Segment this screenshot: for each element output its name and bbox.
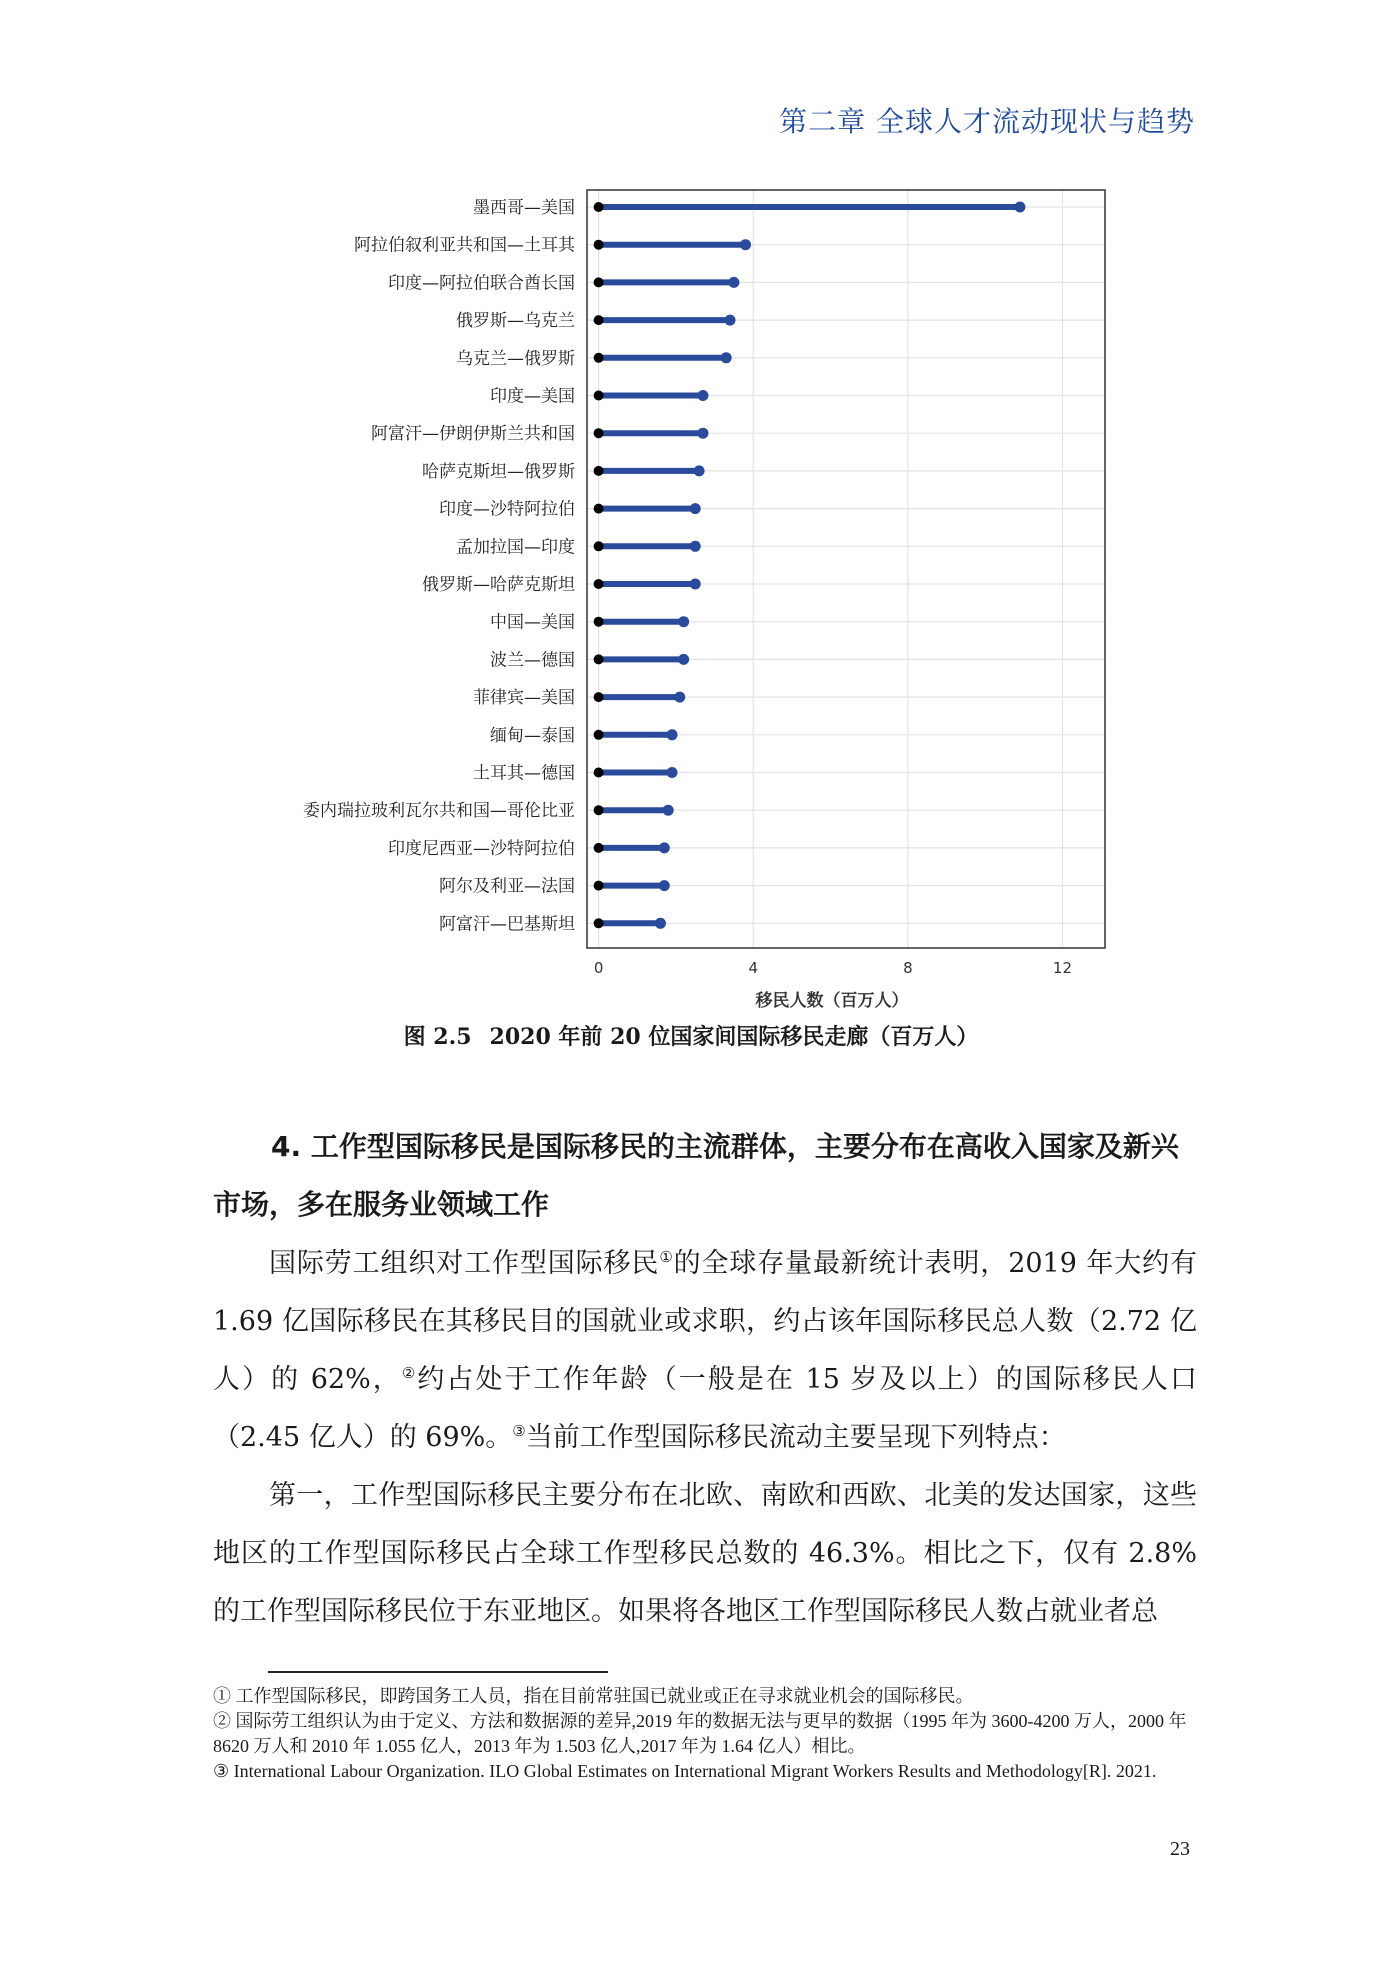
category-label: 哈萨克斯坦—俄罗斯	[422, 461, 575, 482]
lollipop-end-dot	[674, 692, 685, 703]
category-label: 印度—阿拉伯联合酋长国	[388, 273, 575, 294]
category-label: 菲律宾—美国	[473, 688, 575, 709]
lollipop-start-dot	[594, 768, 604, 778]
lollipop-start-dot	[594, 504, 604, 514]
category-label: 俄罗斯—乌克兰	[456, 311, 575, 332]
lollipop-end-dot	[694, 465, 705, 476]
category-label: 缅甸—泰国	[490, 725, 575, 746]
lollipop-start-dot	[594, 541, 604, 551]
lollipop-end-dot	[740, 239, 751, 250]
body-text	[213, 1235, 1197, 1641]
footnote-ref-2[interactable]: ②	[401, 1364, 418, 1382]
lollipop-start-dot	[594, 730, 604, 740]
footnote-1: ① 工作型国际移民，即跨国务工人员，指在目前常驻国已就业或正在寻求就业机会的国际移民。	[213, 1686, 974, 1706]
lollipop-end-dot	[663, 805, 674, 816]
paragraph-2: 第一，工作型国际移民主要分布在北欧、南欧和西欧、北美的发达国家，这些地区的工作型国际移民占全球工作型移民总数的 46.3%。相比之下，仅有 2.8% 的工作型国际移民位于东亚地区。如果将各地区工作型国际移民人数占就业者总	[213, 1480, 1197, 1627]
lollipop-end-dot	[697, 390, 708, 401]
lollipop-end-dot	[667, 767, 678, 778]
category-label: 孟加拉国—印度	[456, 537, 575, 558]
lollipop-end-dot	[659, 880, 670, 891]
x-tick-label: 4	[748, 959, 758, 977]
lollipop-end-dot	[690, 503, 701, 514]
lollipop-start-dot	[594, 617, 604, 627]
footnote-divider	[268, 1671, 608, 1673]
chapter-header: 第二章 全球人才流动现状与趋势	[779, 105, 1195, 138]
lollipop-start-dot	[594, 466, 604, 476]
lollipop-end-dot	[721, 352, 732, 363]
lollipop-end-dot	[678, 654, 689, 665]
figure-number: 图 2.5	[403, 1024, 472, 1050]
footnote-3: ③ International Labour Organization. ILO Global Estimates on International Migrant Workers Results and Methodology[R]. 2021.	[213, 1761, 1157, 1781]
category-label: 阿富汗—伊朗伊斯兰共和国	[371, 424, 575, 445]
lollipop-start-dot	[594, 579, 604, 589]
lollipop-start-dot	[594, 654, 604, 664]
lollipop-start-dot	[594, 240, 604, 250]
lollipop-start-dot	[594, 918, 604, 928]
lollipop-start-dot	[594, 315, 604, 325]
lollipop-end-dot	[690, 541, 701, 552]
category-label: 乌克兰—俄罗斯	[456, 348, 575, 369]
lollipop-start-dot	[594, 428, 604, 438]
category-label: 印度尼西亚—沙特阿拉伯	[388, 838, 575, 859]
category-label: 土耳其—德国	[473, 763, 575, 784]
lollipop-start-dot	[594, 353, 604, 363]
lollipop-start-dot	[594, 277, 604, 287]
section-heading: 4. 工作型国际移民是国际移民的主流群体，主要分布在高收入国家及新兴市场，多在服务业领域工作	[213, 1130, 1179, 1221]
lollipop-end-dot	[697, 428, 708, 439]
category-label: 墨西哥—美国	[473, 198, 575, 218]
category-label: 俄罗斯—哈萨克斯坦	[422, 575, 575, 595]
lollipop-start-dot	[594, 843, 604, 853]
lollipop-end-dot	[655, 918, 666, 929]
x-tick-label: 12	[1052, 959, 1073, 977]
lollipop-end-dot	[690, 579, 701, 590]
plot-border	[587, 190, 1105, 948]
x-tick-label: 8	[903, 959, 913, 977]
x-axis-label: 移民人数（百万人）	[755, 991, 909, 1010]
lollipop-start-dot	[594, 202, 604, 212]
lollipop-end-dot	[667, 729, 678, 740]
lollipop-start-dot	[594, 881, 604, 891]
page-number: 23	[1170, 1838, 1190, 1860]
lollipop-start-dot	[594, 805, 604, 815]
lollipop-end-dot	[1014, 202, 1025, 213]
x-tick-label: 0	[593, 959, 604, 977]
paragraph-1: 国际劳工组织对工作型国际移民①的全球存量最新统计表明，2019 年大约有 1.69 亿国际移民在其移民目的国就业或求职，约占该年国际移民总人数（2.72 亿人）的 62%，②约占处于工作年龄（一般是在 15 岁及以上）的国际移民人口（2.45 亿人）的 69%。③当前工作型国际移民流动主要呈现下列特点：	[213, 1248, 1197, 1453]
lollipop-end-dot	[659, 842, 670, 853]
lollipop-start-dot	[594, 692, 604, 702]
category-label: 委内瑞拉玻利瓦尔共和国—哥伦比亚	[303, 801, 575, 822]
category-label: 中国—美国	[490, 612, 575, 633]
category-label: 阿富汗—巴基斯坦	[439, 914, 575, 935]
footnote-ref-1[interactable]: ①	[659, 1248, 674, 1266]
category-label: 阿尔及利亚—法国	[439, 876, 575, 897]
lollipop-start-dot	[594, 391, 604, 401]
category-label: 波兰—德国	[490, 650, 575, 671]
lollipop-end-dot	[728, 277, 739, 288]
footnotes	[213, 1684, 1197, 1784]
figure-caption	[0, 1020, 1400, 1051]
category-label: 印度—美国	[490, 386, 575, 407]
category-label: 印度—沙特阿拉伯	[439, 499, 575, 520]
lollipop-end-dot	[725, 315, 736, 326]
footnote-ref-3[interactable]: ③	[512, 1422, 526, 1440]
lollipop-end-dot	[678, 616, 689, 627]
footnote-2: ② 国际劳工组织认为由于定义、方法和数据源的差异,2019 年的数据无法与更早的数据（1995 年为 3600-4200 万人，2000 年 8620 万人和 2010 年 1.055 亿人，2013 年为 1.503 亿人,2017 年为 1.64 亿人）相比。	[213, 1711, 1187, 1756]
figure-title: 2020 年前 20 位国家间国际移民走廊（百万人）	[489, 1024, 979, 1050]
category-label: 阿拉伯叙利亚共和国—土耳其	[354, 235, 575, 256]
